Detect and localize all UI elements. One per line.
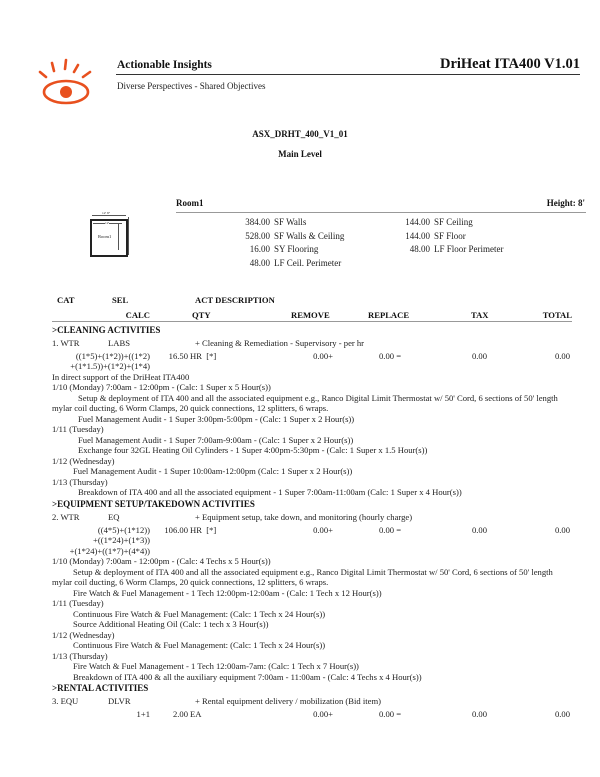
note-line: 1/12 (Wednesday) [52, 629, 115, 640]
line-item-calc: +((1*24)+(1*3)) [93, 535, 150, 545]
line-item-total: 0.00 [554, 350, 570, 361]
metric-label: LF Ceil. Perimeter [274, 257, 342, 268]
diagram-dimension: 12' 8" [102, 211, 111, 215]
note-line: 1/10 (Monday) 7:00am - 12:00pm - (Calc: 1 Super x 5 Hour(s)) [52, 382, 271, 392]
col-sel: SEL [112, 295, 129, 305]
note-line: Setup & deployment of ITA 400 and all the associated equipment e.g., Ranco Digital Limit Thermostat w/ 50' Cord, 6 sections of 50' length [78, 392, 558, 403]
line-item-unit: HR [*] [190, 350, 217, 361]
line-item-replace: 0.00 = [379, 524, 402, 535]
line-item-qty: 106.00 [164, 524, 188, 535]
line-item-calc: 1+1 [136, 708, 150, 719]
note-line: Fire Watch & Fuel Management - 1 Tech 12:00pm-12:00am - (Calc: 1 Tech x 12 Hour(s)) [73, 587, 382, 598]
columns-rule [52, 321, 572, 322]
level-name: Main Level [278, 149, 322, 159]
metric-label: SF Walls [274, 217, 307, 227]
line-item-calc: +(1*1.5))+(1*2)+(1*4) [70, 361, 150, 371]
line-item-remove: 0.00+ [313, 524, 333, 535]
col-cat: CAT [57, 295, 75, 305]
logo [36, 58, 102, 106]
line-item-tax: 0.00 [471, 524, 487, 535]
line-item-calc: +(1*24)+((1*7)+(4*4)) [69, 545, 150, 556]
section-title: >RENTAL ACTIVITIES [52, 683, 149, 693]
col-qty: QTY [192, 310, 211, 320]
col-calc: CALC [125, 310, 150, 320]
line-item-number: 1. WTR [52, 338, 80, 348]
note-line: Continuous Fire Watch & Fuel Management: (Calc: 1 Tech x 24 Hour(s)) [73, 640, 326, 650]
metric-label: SF Floor [434, 230, 466, 241]
note-line: mylar coil ducting, 6 Worm Clamps, 20 quick connections, 12 splitters, 6 wraps. [52, 403, 329, 413]
line-item-description: + Equipment setup, take down, and monitoring (hourly charge) [195, 512, 413, 522]
line-item-number: 2. WTR [52, 512, 80, 522]
line-item-calc: ((4*5)+(1*12)) [97, 524, 150, 535]
line-item-tax: 0.00 [471, 350, 487, 361]
note-line: 1/11 (Tuesday) [52, 424, 104, 434]
room-rule [176, 212, 586, 213]
note-line: Fuel Management Audit - 1 Super 3:00pm-5:00pm - (Calc: 1 Super x 2 Hour(s)) [78, 413, 355, 424]
line-item-replace: 0.00 = [379, 708, 402, 719]
line-item-qty: 2.00 [172, 708, 188, 719]
metric-label: SF Ceiling [434, 217, 473, 227]
room-name: Room1 [176, 198, 204, 208]
note-line: Source Additional Heating Oil (Calc: 1 tech x 3 Hour(s)) [73, 619, 269, 629]
line-item-total: 0.00 [554, 524, 570, 535]
note-line: Fuel Management Audit - 1 Super 10:00am-12:00pm (Calc: 1 Super x 2 Hour(s)) [73, 466, 353, 476]
note-line: Setup & deployment of ITA 400 and all the associated equipment e.g., Ranco Digital Limit Thermostat w/ 50' Cord, 6 sections of 50' length [73, 566, 553, 577]
line-item-remove: 0.00+ [313, 708, 333, 719]
note-line: Breakdown of ITA 400 & all the auxiliary equipment 7:00am - 11:00am - (Calc: 4 Techs x 4 Hour(s)) [73, 671, 422, 682]
col-replace: REPLACE [368, 310, 410, 320]
note-line: mylar coil ducting, 6 Worm Clamps, 20 quick connections, 12 splitters, 6 wraps. [52, 577, 329, 587]
metric-value: 384.00 [245, 217, 270, 227]
line-item-replace: 0.00 = [379, 350, 402, 361]
note-line: 1/13 (Thursday) [52, 650, 108, 661]
room-height: Height: 8' [546, 198, 585, 208]
diagram-room-label: Room1 [98, 234, 112, 239]
metric-label: LF Floor Perimeter [434, 244, 504, 255]
line-item-selector: DLVR [108, 696, 131, 706]
col-tax: TAX [471, 310, 489, 320]
note-line: Fire Watch & Fuel Management - 1 Tech 12:00am-7am: (Calc: 1 Tech x 7 Hour(s)) [73, 661, 359, 671]
metric-value: 144.00 [405, 230, 430, 241]
eye-logo-icon [36, 58, 102, 106]
line-item-unit: EA [190, 708, 202, 719]
document-title: DriHeat ITA400 V1.01 [439, 56, 580, 72]
metric-value: 16.00 [249, 244, 270, 255]
section-title: >EQUIPMENT SETUP/TAKEDOWN ACTIVITIES [52, 499, 255, 509]
note-line: Exchange four 32GL Heating Oil Cylinders - 1 Super 4:00pm-5:30pm - (Calc: 1 Super x 1.5 Hour(s)) [78, 445, 428, 455]
metric-value: 144.00 [405, 217, 430, 227]
estimate-name: ASX_DRHT_400_V1_01 [252, 129, 348, 139]
note-line: Fuel Management Audit - 1 Super 7:00am-9:00am - (Calc: 1 Super x 2 Hour(s)) [78, 434, 354, 445]
metric-label: SY Flooring [274, 244, 319, 255]
line-item-tax: 0.00 [471, 708, 487, 719]
room-diagram [88, 211, 134, 260]
section-title: >CLEANING ACTIVITIES [52, 325, 161, 335]
line-item-selector: EQ [108, 512, 120, 522]
metric-value: 48.00 [409, 244, 430, 255]
metric-value: 528.00 [245, 230, 270, 241]
line-item-qty: 16.50 [168, 350, 188, 361]
note-line: 1/13 (Thursday) [52, 476, 108, 487]
line-item-selector: LABS [108, 338, 130, 348]
note-line: Continuous Fire Watch & Fuel Management: (Calc: 1 Tech x 24 Hour(s)) [73, 608, 326, 619]
line-item-description: + Cleaning & Remediation - Supervisory - per hr [195, 338, 365, 348]
line-item-total: 0.00 [554, 708, 570, 719]
note-line: Breakdown of ITA 400 and all the associated equipment - 1 Super 7:00am-11:00am (Calc: 1 Super x 4 Hour(s)) [78, 487, 462, 497]
note-line: 1/10 (Monday) 7:00am - 12:00pm - (Calc: 4 Techs x 5 Hour(s)) [52, 556, 271, 566]
col-remove: REMOVE [291, 310, 330, 320]
note-line: 1/11 (Tuesday) [52, 598, 104, 608]
line-item-unit: HR [*] [190, 524, 217, 535]
col-act-description: ACT DESCRIPTION [195, 295, 275, 305]
line-item-description: + Rental equipment delivery / mobilization (Bid item) [195, 696, 381, 706]
line-item-remove: 0.00+ [313, 350, 333, 361]
diagram-dimension: 12' [105, 221, 110, 225]
company-tagline: Diverse Perspectives - Shared Objectives [117, 81, 266, 91]
note-line: 1/12 (Wednesday) [52, 455, 115, 466]
metric-label: SF Walls & Ceiling [274, 230, 345, 241]
company-name: Actionable Insights [117, 59, 212, 71]
line-item-number: 3. EQU [52, 696, 79, 706]
metric-value: 48.00 [249, 257, 270, 268]
line-item-calc: ((1*5)+(1*2))+((1*2) [75, 350, 150, 361]
col-total: TOTAL [542, 310, 572, 320]
header-rule [116, 74, 580, 75]
note-line: In direct support of the DriHeat ITA400 [52, 371, 190, 382]
